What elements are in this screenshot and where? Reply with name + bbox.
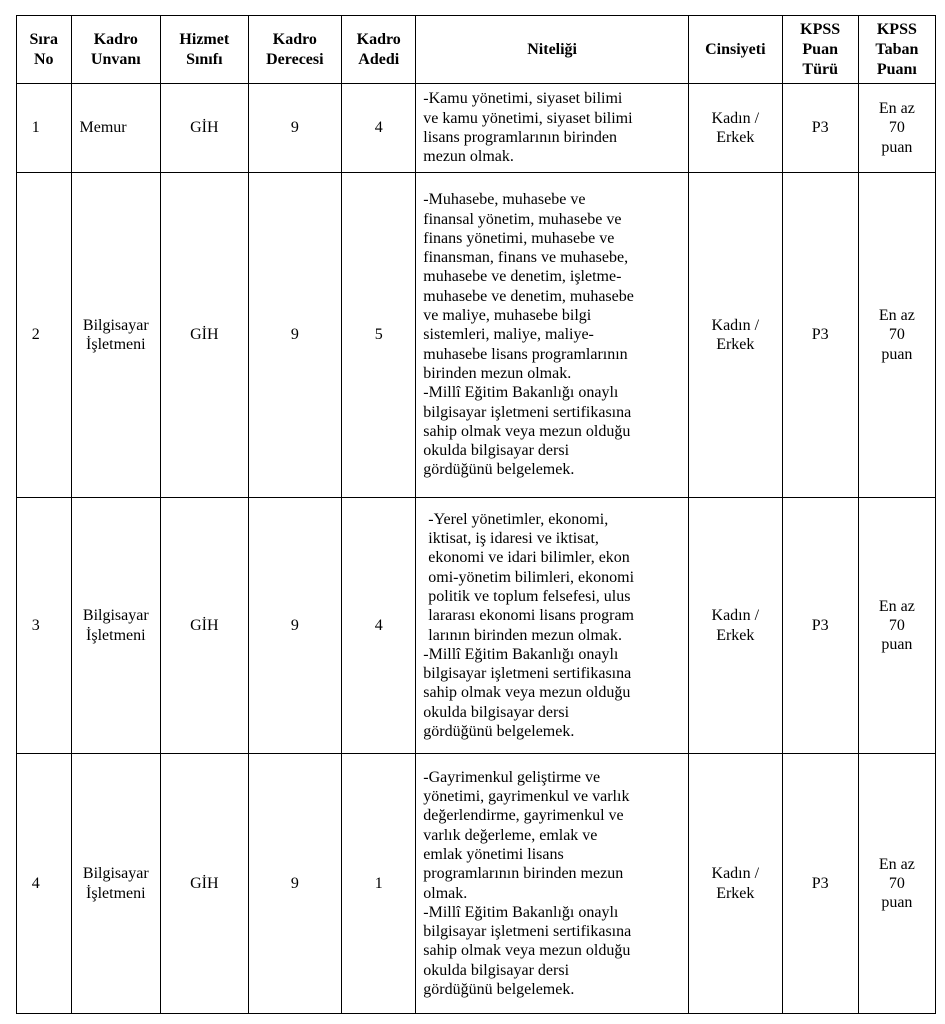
header-adet: Kadro Adedi — [342, 16, 416, 84]
table-row — [17, 754, 936, 1014]
cell-taban-puani: En az 70 puan — [858, 754, 935, 1014]
cell-derece: 9 — [248, 84, 342, 173]
header-unvan: Kadro Unvanı — [71, 16, 161, 84]
cell-puan-turu: P3 — [782, 84, 858, 173]
cell-cinsiyet: Kadın / Erkek — [688, 173, 782, 498]
table-row — [17, 173, 936, 498]
cell-taban-puani: En az 70 puan — [858, 84, 935, 173]
header-row — [17, 16, 936, 84]
cell-nitelik: -Gayrimenkul geliştirme ve yönetimi, gayrimenkul ve varlık değerlendirme, gayrimenkul ve varlık değerleme, emlak ve emlak yönetimi lisans programlarının birinden mezun olmak. -Millî Eğitim Bakanlığı onaylı bilgisayar işletmeni sertifikasına sahip olmak veya mezun olduğu okulda bilgisayar dersi gördüğünü belgelemek. — [416, 754, 689, 1014]
cell-taban-puani: En az 70 puan — [858, 498, 935, 754]
header-cinsiyet: Cinsiyeti — [688, 16, 782, 84]
cell-sira: 3 — [17, 498, 72, 754]
cell-nitelik: -Kamu yönetimi, siyaset bilimi ve kamu yönetimi, siyaset bilimi lisans programlarının birinden mezun olmak. — [416, 84, 689, 173]
cell-sinif: GİH — [161, 173, 248, 498]
header-sinif: Hizmet Sınıfı — [161, 16, 248, 84]
cell-adet: 4 — [342, 498, 416, 754]
cell-derece: 9 — [248, 754, 342, 1014]
header-nitelik: Niteliği — [416, 16, 689, 84]
header-taban-puani: KPSS Taban Puanı — [858, 16, 935, 84]
cell-cinsiyet: Kadın / Erkek — [688, 754, 782, 1014]
cell-cinsiyet: Kadın / Erkek — [688, 498, 782, 754]
cell-cinsiyet: Kadın / Erkek — [688, 84, 782, 173]
table-row — [17, 84, 936, 173]
cell-sira: 1 — [17, 84, 72, 173]
table-row — [17, 498, 936, 754]
cell-sinif: GİH — [161, 84, 248, 173]
cell-puan-turu: P3 — [782, 498, 858, 754]
kadro-table — [16, 15, 936, 1014]
cell-sinif: GİH — [161, 498, 248, 754]
cell-taban-puani: En az 70 puan — [858, 173, 935, 498]
cell-unvan: Memur — [71, 84, 161, 173]
cell-unvan: Bilgisayar İşletmeni — [71, 498, 161, 754]
cell-sira: 2 — [17, 173, 72, 498]
header-sira: Sıra No — [17, 16, 72, 84]
cell-nitelik: -Muhasebe, muhasebe ve finansal yönetim, muhasebe ve finans yönetimi, muhasebe ve finansman, finans ve muhasebe, muhasebe ve denetim, işletme- muhasebe ve denetim, muhasebe ve maliye, muhasebe bilgi sistemleri, maliye, maliye- muhasebe lisans programlarının birinden mezun olmak. -Millî Eğitim Bakanlığı onaylı bilgisayar işletmeni sertifikasına sahip olmak veya mezun olduğu okulda bilgisayar dersi gördüğünü belgelemek. — [416, 173, 689, 498]
cell-puan-turu: P3 — [782, 173, 858, 498]
cell-puan-turu: P3 — [782, 754, 858, 1014]
cell-sinif: GİH — [161, 754, 248, 1014]
cell-derece: 9 — [248, 498, 342, 754]
cell-unvan: Bilgisayar İşletmeni — [71, 754, 161, 1014]
cell-adet: 1 — [342, 754, 416, 1014]
cell-derece: 9 — [248, 173, 342, 498]
cell-sira: 4 — [17, 754, 72, 1014]
cell-adet: 4 — [342, 84, 416, 173]
cell-nitelik: -Yerel yönetimler, ekonomi, iktisat, iş idaresi ve iktisat, ekonomi ve idari bilimler, ekon omi-yönetim bilimleri, ekonomi politik ve toplum felsefesi, ulus lararası ekonomi lisans program larının birinden mezun olmak. -Millî Eğitim Bakanlığı onaylı bilgisayar işletmeni sertifikasına sahip olmak veya mezun olduğu okulda bilgisayar dersi gördüğünü belgelemek. — [416, 498, 689, 754]
cell-adet: 5 — [342, 173, 416, 498]
cell-unvan: Bilgisayar İşletmeni — [71, 173, 161, 498]
header-derece: Kadro Derecesi — [248, 16, 342, 84]
header-puan-turu: KPSS Puan Türü — [782, 16, 858, 84]
